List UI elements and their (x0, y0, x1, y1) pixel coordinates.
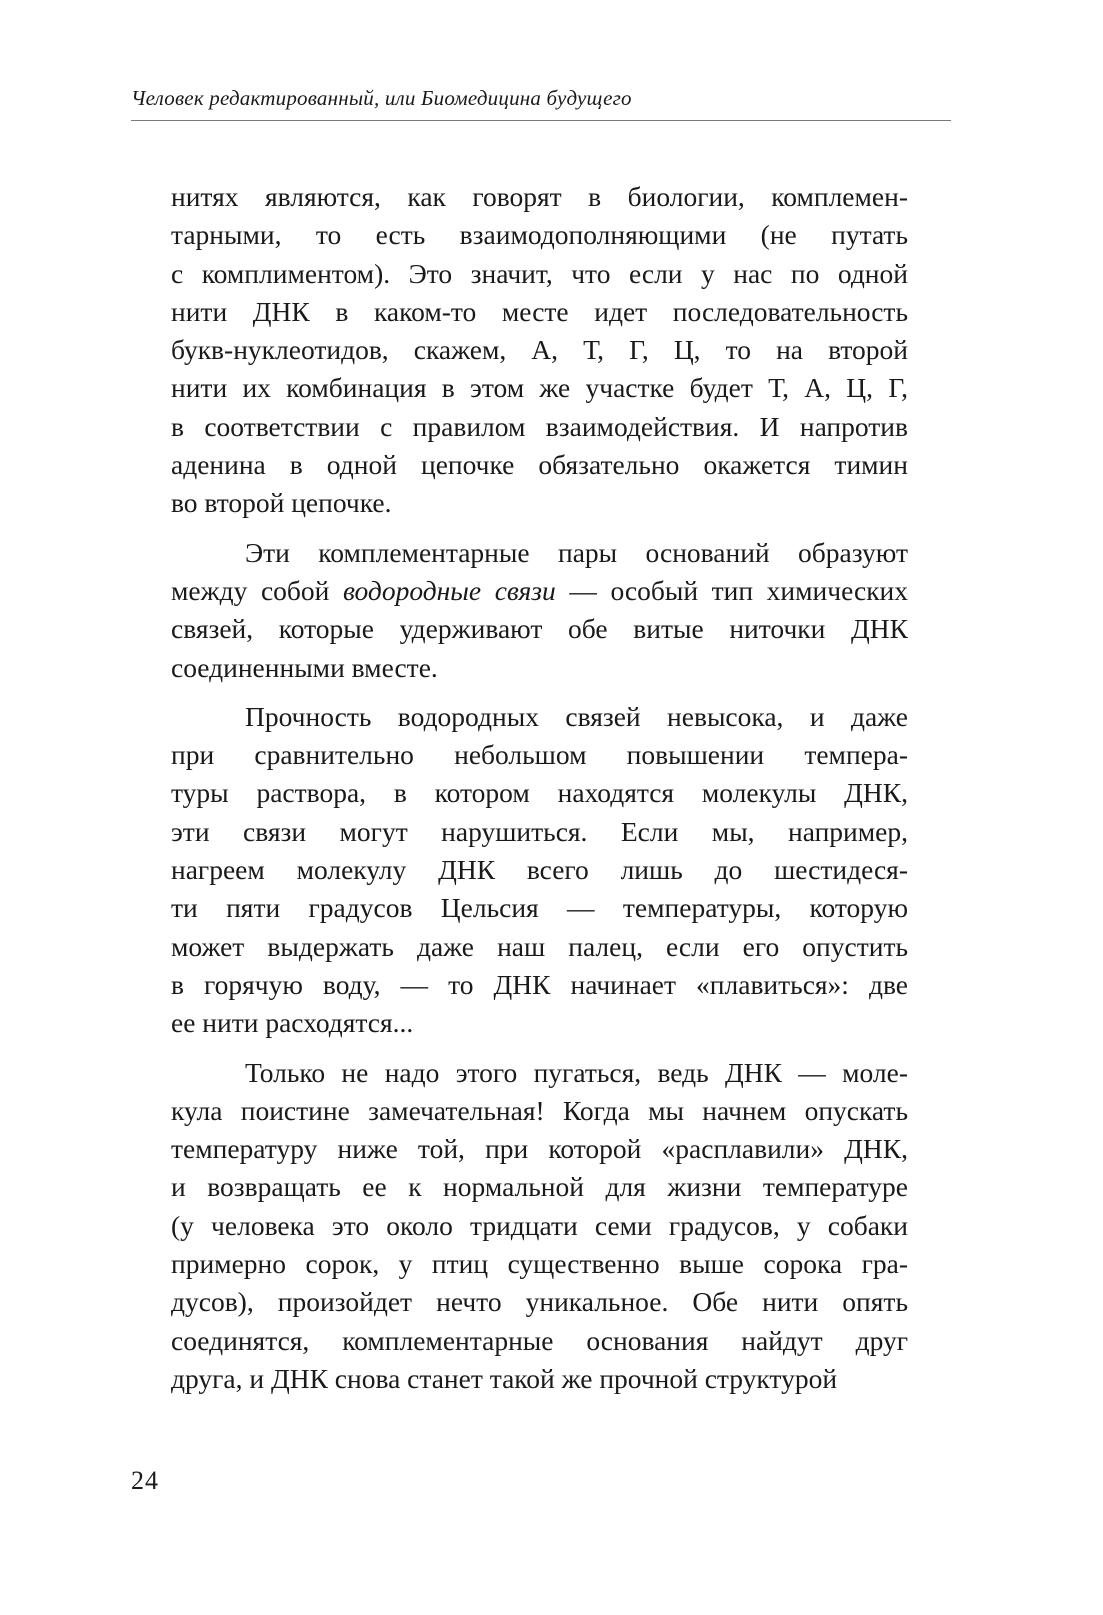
text-line: при сравнительно небольшом повышении темпера- (171, 739, 908, 771)
paragraph (171, 534, 908, 687)
text-line: Эти комплементарные пары оснований образуют (245, 536, 908, 568)
text-line: друга, и ДНК снова станет такой же прочной структурой (171, 1362, 838, 1394)
text-line: эти связи могут нарушиться. Если мы, например, (171, 815, 908, 847)
text-line: туры раствора, в котором находятся молекулы ДНК, (171, 777, 908, 809)
text-line: во второй цепочке. (171, 487, 392, 519)
text-line: нитях являются, как говорят в биологии, комплемен- (171, 181, 908, 212)
text-line: нити ДНК в каком-то месте идет последовательность (171, 295, 908, 327)
page-number: 24 (131, 1466, 159, 1495)
text-line: аденина в одной цепочке обязательно окажется тимин (171, 449, 908, 481)
text-line: соединенными вместе. (171, 651, 438, 683)
text-line: кула поистине замечательная! Когда мы начнем опускать (171, 1094, 908, 1126)
text-line: ти пяти градусов Цельсия — температуры, которую (171, 892, 908, 924)
text-line: примерно сорок, у птиц существенно выше сорока гра- (171, 1248, 908, 1280)
text-line: в горячую воду, — то ДНК начинает «плавиться»: две (171, 968, 908, 1000)
paragraph (171, 698, 908, 1043)
text-line: тарными, то есть взаимодополняющими (не путать (171, 219, 908, 251)
text-line: в соответствии с правилом взаимодействия. И напротив (171, 410, 908, 442)
paragraph (171, 1054, 908, 1399)
text-line: (у человека это около тридцати семи градусов, у собаки (171, 1209, 908, 1241)
text-line: и возвращать ее к нормальной для жизни температуре (171, 1171, 908, 1203)
running-head: Человек редактированный, или Биомедицина будущего (131, 86, 951, 121)
text-line: с комплиментом). Это значит, что если у нас по одной (171, 257, 908, 289)
body-text (171, 178, 908, 1398)
text-line: связей, которые удерживают обе витые ниточки ДНК (171, 613, 908, 645)
text-line: может выдержать даже наш палец, если его опустить (171, 930, 908, 962)
paragraph-gap (171, 1043, 908, 1054)
text-run: между собой (171, 574, 343, 606)
text-line (171, 572, 908, 610)
text-line: температуру ниже той, при которой «расплавили» ДНК, (171, 1133, 908, 1165)
paragraph-gap (171, 523, 908, 534)
paragraph (171, 178, 908, 523)
text-line: Только не надо этого пугаться, ведь ДНК — моле- (245, 1056, 908, 1088)
paragraph-gap (171, 687, 908, 698)
text-run: — особый тип химических (555, 574, 909, 606)
text-line: ее нити расходятся... (171, 1007, 414, 1039)
text-line: дусов), произойдет нечто уникальное. Обе нити опять (171, 1286, 908, 1318)
text-line: Прочность водородных связей невысока, и даже (245, 700, 908, 732)
italic-term: водородные связи (342, 574, 556, 606)
text-line: нагреем молекулу ДНК всего лишь до шестидеся- (171, 854, 908, 886)
text-line: букв-нуклеотидов, скажем, А, Т, Г, Ц, то на второй (171, 334, 908, 366)
text-line: нити их комбинация в этом же участке будет Т, А, Ц, Г, (171, 372, 908, 404)
text-line: соединятся, комплементарные основания найдут друг (171, 1324, 908, 1356)
